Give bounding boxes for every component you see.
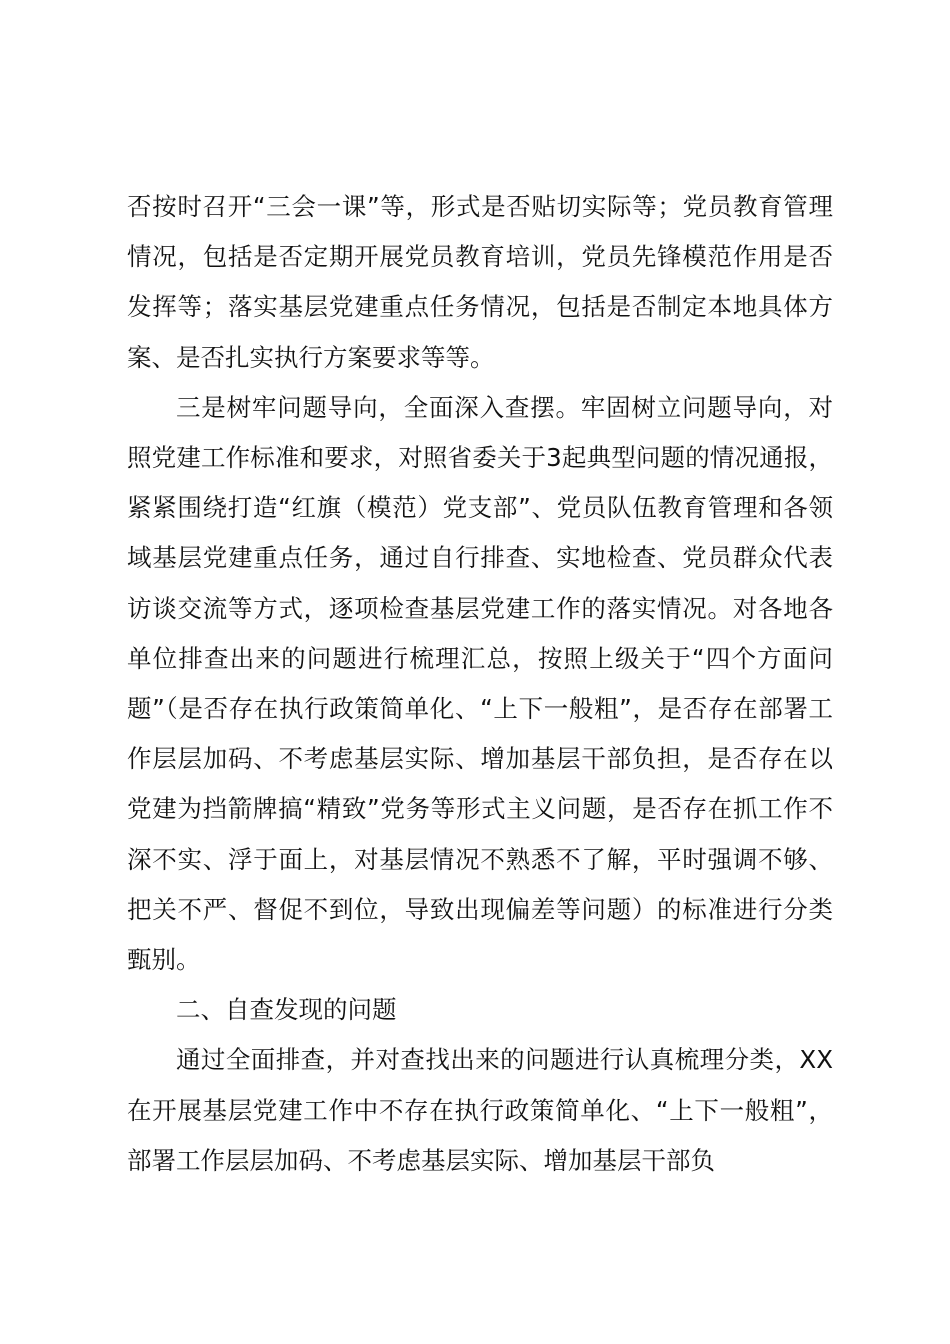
paragraph-problem-orientation: 三是树牢问题导向，全面深入查摆。牢固树立问题导向，对照党建工作标准和要求，对照省委关于3起典型问题的情况通报，紧紧围绕打造“红旗（模范）党支部”、党员队伍教育管理和各领域基层党建重点任务，通过自行排查、实地检查、党员群众代表访谈交流等方式，逐项检查基层党建工作的落实情况。对各地各单位排查出来的问题进行梳理汇总，按照上级关于“四个方面问题”（是否存在执行政策简单化、“上下一般粗”，是否存在部署工作层层加码、不考虑基层实际、增加基层干部负担，是否存在以党建为挡箭牌搞“精致”党务等形式主义问题，是否存在抓工作不深不实、浮于面上，对基层情况不熟悉不了解，平时强调不够、把关不严、督促不到位，导致出现偏差等问题）的标准进行分类甄别。: [127, 392, 833, 975]
section-heading-problems-found: 二、自查发现的问题: [176, 995, 397, 1025]
paragraph-self-check-results: 通过全面排查，并对查找出来的问题进行认真梳理分类，XX在开展基层党建工作中不存在执行政策简单化、“上下一般粗”，部署工作层层加码、不考虑基层实际、增加基层干部负: [127, 1045, 833, 1175]
paragraph-continuation: 否按时召开“三会一课”等，形式是否贴切实际等；党员教育管理情况，包括是否定期开展党员教育培训，党员先锋模范作用是否发挥等；落实基层党建重点任务情况，包括是否制定本地具体方案、是否扎实执行方案要求等等。: [127, 192, 833, 372]
document-body: [127, 182, 833, 1186]
